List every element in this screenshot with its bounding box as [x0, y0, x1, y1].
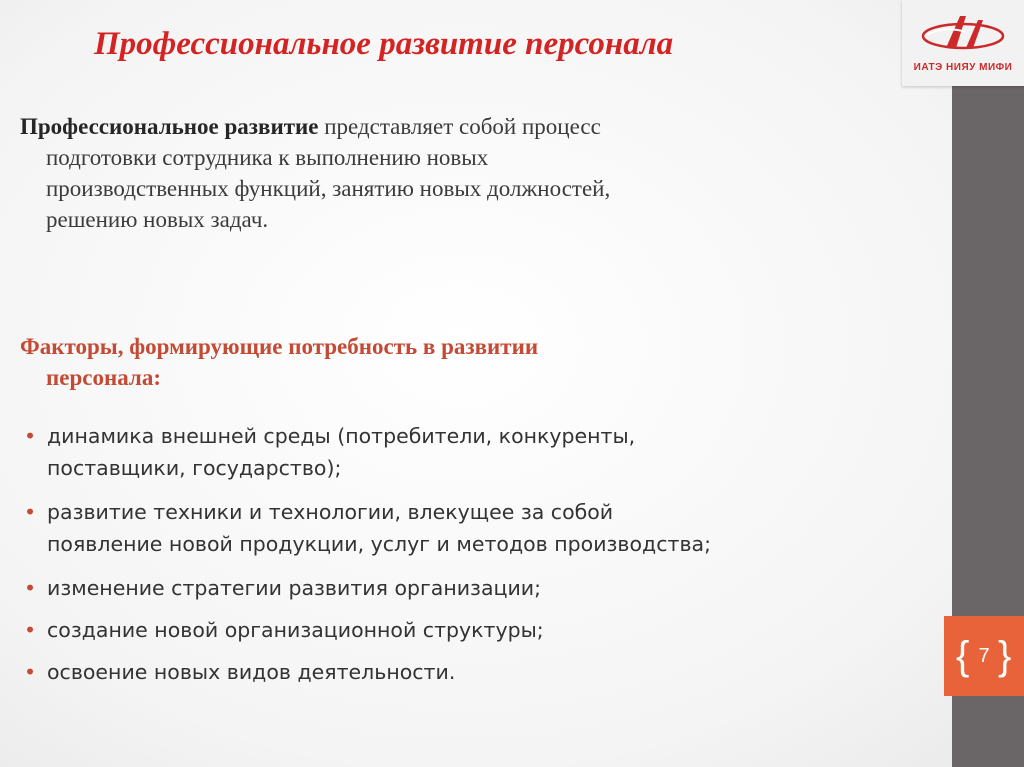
list-item: [20, 656, 890, 688]
list-item-line-2: появление новой продукции, услуг и методов производства;: [47, 532, 711, 556]
right-brace-icon: }: [998, 634, 1012, 678]
list-item-line-1: изменение стратегии развития организации;: [47, 576, 542, 600]
bullet-icon: •: [24, 576, 37, 600]
list-item-line-1: создание новой организационной структуры;: [47, 618, 544, 642]
logo-box: [902, 0, 1024, 86]
list-item: [20, 496, 890, 560]
bullet-icon: •: [24, 500, 37, 524]
definition-line-2: подготовки сотрудника к выполнению новых: [46, 145, 489, 170]
list-item-line-1: освоение новых видов деятельности.: [47, 660, 456, 684]
definition-line-1: [20, 114, 601, 139]
factors-heading-line-2: персонала:: [46, 365, 161, 390]
list-item-line-1: развитие техники и технологии, влекущее за собой: [47, 500, 614, 524]
bullet-icon: •: [24, 618, 37, 642]
list-item: [20, 572, 890, 604]
factors-heading-line-1: Факторы, формирующие потребность в развитии: [20, 334, 539, 359]
list-item-line-2: поставщики, государство);: [47, 456, 342, 480]
factors-heading: [20, 331, 870, 393]
definition-paragraph: [20, 111, 870, 235]
list-item: [20, 420, 890, 484]
bullet-icon: •: [24, 424, 37, 448]
list-item: [20, 614, 890, 646]
list-item-line-1: динамика внешней среды (потребители, конкуренты,: [47, 424, 636, 448]
definition-term: Профессиональное развитие: [20, 114, 319, 139]
bullet-icon: •: [24, 660, 37, 684]
definition-line-1-rest: представляет собой процесс: [318, 114, 601, 139]
definition-line-3: производственных функций, занятию новых должностей,: [46, 176, 611, 201]
factors-list: [20, 420, 890, 700]
logo-text: ИАТЭ НИЯУ МИФИ: [913, 62, 1013, 73]
page-number-box: [944, 616, 1024, 696]
institute-logo-icon: [916, 10, 1010, 58]
definition-line-4: решению новых задач.: [46, 207, 269, 232]
page-number: 7: [978, 645, 990, 667]
left-brace-icon: {: [956, 634, 970, 678]
slide-title: Профессиональное развитие персонала: [94, 26, 674, 62]
